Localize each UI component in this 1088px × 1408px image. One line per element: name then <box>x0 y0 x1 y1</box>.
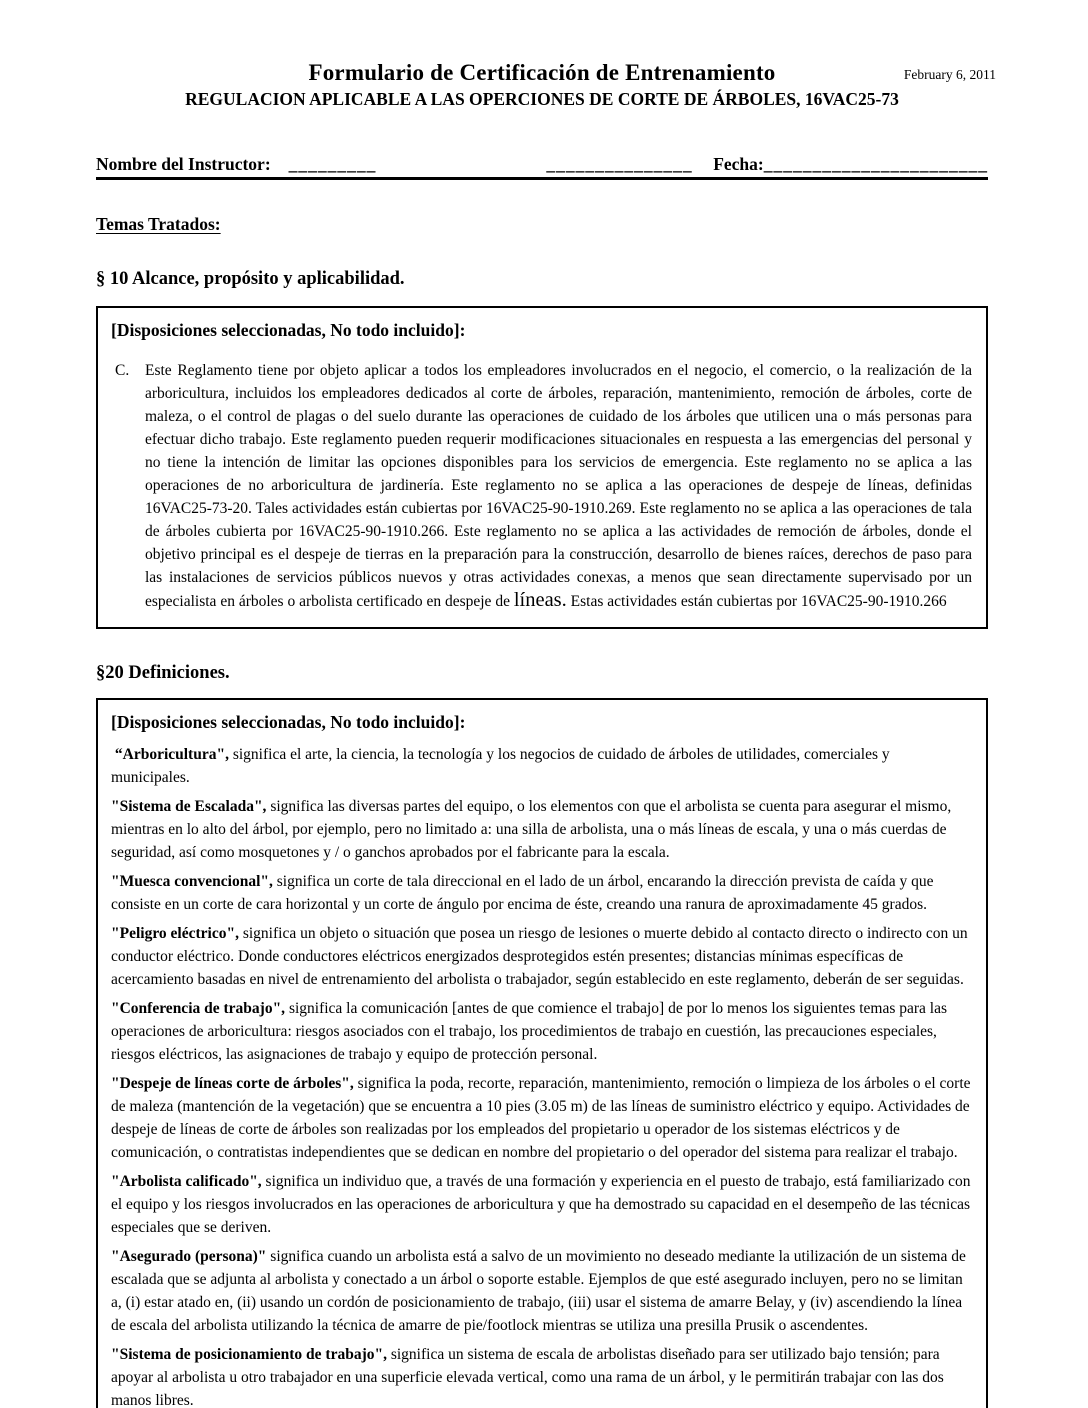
definition-term: "Sistema de Escalada", <box>111 798 267 815</box>
definition-text: significa el arte, la ciencia, la tecnología y los negocios de cuidado de árboles de utilidades, comerciales y municipales. <box>111 746 890 786</box>
section-20-provisions-box <box>96 698 988 1408</box>
definitions-list <box>111 743 972 1408</box>
definition-term: "Arbolista calificado", <box>111 1173 262 1190</box>
definition-term: “Arboricultura", <box>114 746 229 763</box>
page-title: Formulario de Certificación de Entrenamiento <box>308 60 776 85</box>
page-subtitle: REGULACION APLICABLE A LAS OPERCIONES DE CORTE DE ÁRBOLES, 16VAC25-73 <box>185 89 899 109</box>
section-10-heading: § 10 Alcance, propósito y aplicabilidad. <box>96 269 405 289</box>
document-date: February 6, 2011 <box>903 67 996 82</box>
definition-text: significa las diversas partes del equipo, o los elementos con que el arbolista se cuenta para asegurar el mismo, mientras en lo alto del árbol, por ejemplo, pero no limitado a: una silla de arbolista, una o más líneas de escala, y una o más cuerdas de seguridad, así como mosquetones y / o ganchos aprobados por el fabricante para la escala. <box>111 798 952 861</box>
definition-text: significa un objeto o situación que posea un riesgo de lesiones o muerte debido al contacto directo o indirecto con un conductor eléctrico. Donde conductores eléctricos energizados desprotegidos estén presentes; distancias mínimas específicas de acercamiento basadas en nivel de entrenamiento del arbolista o trabajador, según establecido en este reglamento, deberán de ser seguidas. <box>111 925 968 988</box>
section-10-box-title: [Disposiciones seleccionadas, No todo incluido]: <box>111 320 466 340</box>
topics-heading: Temas Tratados: <box>96 214 221 234</box>
definition-asegurado-persona <box>111 1245 972 1337</box>
instructor-blank-line-2: _______________ <box>546 154 693 174</box>
definition-text: significa un individuo que, a través de una formación y experiencia en el puesto de trabajo, está familiarizado con el equipo y los riesgos involucrados en las operaciones de arboricultura y que ha demostrado su capacidad en el desempeño de las técnicas especiales que se deriven. <box>111 1173 971 1236</box>
definition-muesca-convencional <box>111 870 972 916</box>
definition-text: significa un sistema de escala de arbolistas diseñado para ser utilizado bajo tensión; para apoyar al arbolista u otro trabajador en una superficie elevada vertical, como una rama de un árbol, y le permitirán trabajar con las dos manos libres. <box>111 1346 944 1408</box>
provision-item-text <box>145 359 972 613</box>
provision-item-label: C. <box>115 362 130 379</box>
definition-term: "Muesca convencional", <box>111 873 273 890</box>
provision-text-before: Este Reglamento tiene por objeto aplicar a todos los empleadores involucrados en el negocio, el comercio, o la realización de la arboricultura, incluidos los empleadores dedicados al corte de árboles, reparación, mantenimiento, remoción de árboles, corte de maleza, o el control de plagas o del suelo durante las operaciones de cuidado de los árboles que utilicen una o más personas para efectuar dicho trabajo. Este reglamento pueden requerir modificaciones situacionales en respuesta a las emergencias del personal y no tiene la intención de limitar las opciones disponibles para los servicios de emergencia. Este reglamento no se aplica a las operaciones de no arboricultura de jardinería. Este reglamento no se aplica a las operaciones de despeje de líneas, definidas 16VAC25-73-20. Tales actividades están cubiertas por 16VAC25-90-1910.269. Este reglamento no se aplica a las operaciones de tala de árboles cubierta por 16VAC25-90-1910.266. Este reglamento no se aplica a las actividades de remoción de árboles, donde el objetivo principal es el despeje de tierras en la preparación para la construcción, desarrollo de bienes raíces, derechos de paso para las instalaciones de servicios públicos nuevos y otras actividades conexas, a menos que sean directamente supervisado por un especialista en árboles o arbolista certificado en despeje de <box>145 362 972 610</box>
definition-despeje-de-lineas <box>111 1072 972 1164</box>
definition-term: "Despeje de líneas corte de árboles", <box>111 1075 354 1092</box>
definition-text: significa la comunicación [antes de que comience el trabajo] de por lo menos los siguientes temas para las operaciones de arboricultura: riesgos asociados con el trabajo, los procedimientos de trabajo en cuestión, las precauciones especiales, riesgos eléctricos, las asignaciones de trabajo y equipo de protección personal. <box>111 1000 948 1063</box>
definition-term: "Asegurado (persona)" <box>111 1248 267 1265</box>
definition-sistema-de-escalada <box>111 795 972 864</box>
definition-term: "Sistema de posicionamiento de trabajo", <box>111 1346 387 1363</box>
definition-arboricultura <box>111 743 972 789</box>
document-header <box>96 60 996 110</box>
definition-arbolista-calificado <box>111 1170 972 1239</box>
instructor-blank-line-1: _________ <box>288 154 377 174</box>
definition-text: significa cuando un arbolista está a salvo de un movimiento no deseado mediante la utilización de un sistema de escalada que se adjunta al arbolista y conectado a un árbol o soporte estable. Ejemplos de que esté asegurado incluyen, pero no se limitan a, (i) estar atado en, (ii) usando un cordón de posicionamiento de trabajo, (iii) usar el sistema de amarre Belay, y (iv) ascendiendo la línea de escala del arbolista utilizando la técnica de amarre de pie/footlock mientras se utiliza una presilla Prusik o ascendentes. <box>111 1248 966 1334</box>
definition-conferencia-de-trabajo <box>111 997 972 1066</box>
definition-text: significa un corte de tala direccional en el lado de un árbol, encarando la dirección prevista de caída y que consiste en un corte de cara horizontal y un corte de ángulo por encima de éste, creando una ranura de aproximadamente 45 grados. <box>111 873 934 913</box>
fecha-blank-line: _______________________ <box>763 154 988 174</box>
definition-term: "Peligro eléctrico", <box>111 925 239 942</box>
provision-text-enlarged: líneas. <box>513 589 567 611</box>
definition-sistema-de-posicionamiento <box>111 1343 972 1408</box>
fecha-group <box>713 154 988 175</box>
section-10-provisions-box <box>96 306 988 629</box>
definition-text: significa la poda, recorte, reparación, mantenimiento, remoción o limpieza de los árboles o el corte de maleza (mantención de la vegetación) que se encuentra a 10 pies (3.05 m) de las líneas de suministro eléctrico y equipo. Actividades de despeje de líneas de corte de árboles son realizadas por los empleados del propietario u operador de los sistemas eléctricos y de comunicación, o contratistas independientes que se dedican en nombre del propietario o del operador del sistema para realizar el trabajo. <box>111 1075 971 1161</box>
definition-term: "Conferencia de trabajo", <box>111 1000 286 1017</box>
definition-peligro-electrico <box>111 922 972 991</box>
section-20-box-title: [Disposiciones seleccionadas, No todo incluido]: <box>111 712 466 732</box>
section-20-heading: §20 Definiciones. <box>96 663 230 683</box>
instructor-label: Nombre del Instructor: <box>96 154 271 174</box>
provision-text-after: Estas actividades están cubiertas por 16VAC25-90-1910.266 <box>566 593 947 610</box>
fecha-label: Fecha: <box>713 154 764 174</box>
instructor-fecha-row <box>96 154 988 180</box>
provision-item-c <box>111 359 972 613</box>
